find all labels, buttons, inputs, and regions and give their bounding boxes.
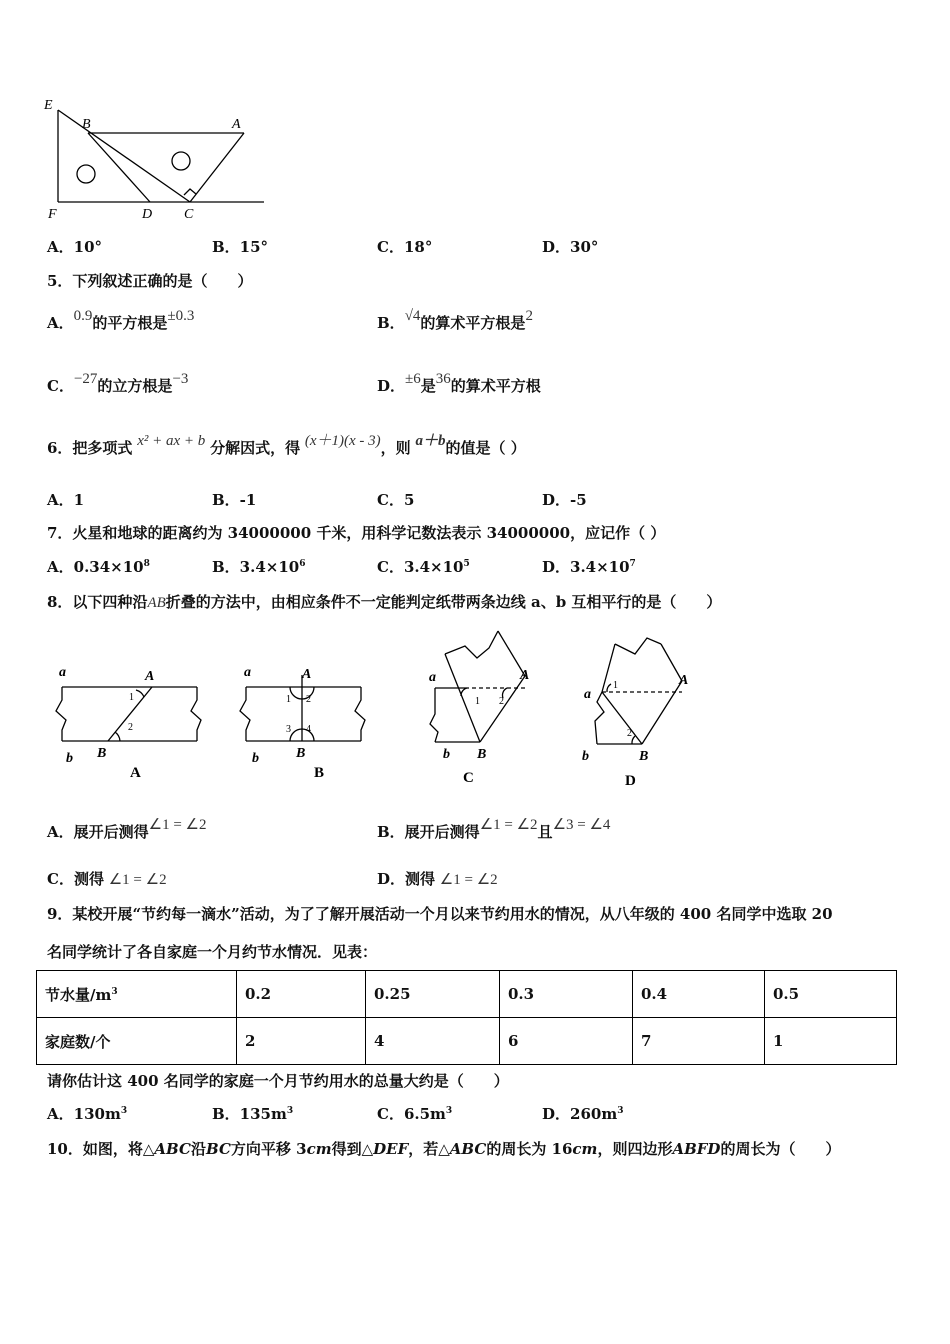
q5-option-c[interactable]: C．−27的立方根是−3 bbox=[47, 371, 189, 395]
svg-text:b: b bbox=[66, 751, 73, 766]
q6-option-d[interactable]: D．-5 bbox=[542, 491, 587, 509]
svg-text:A: A bbox=[145, 669, 155, 684]
svg-text:2: 2 bbox=[306, 694, 311, 705]
svg-text:a: a bbox=[59, 665, 66, 680]
svg-text:2: 2 bbox=[627, 728, 632, 739]
q4-option-a[interactable]: A．10° bbox=[47, 238, 103, 256]
q7-stem: 7．火星和地球的距离约为 34000000 千米，用科学记数法表示 34000000，应记作（ ） bbox=[47, 524, 666, 542]
q6-option-b[interactable]: B．-1 bbox=[212, 491, 257, 509]
q7-option-a[interactable]: A．$0.34\times 10^8$ bbox=[47, 558, 150, 576]
q4-figure bbox=[40, 92, 270, 222]
q8-option-a[interactable]: A．展开后测得∠1 = ∠2 bbox=[47, 817, 207, 841]
table-cell: 0.5 bbox=[765, 971, 897, 1018]
table-cell: 2 bbox=[237, 1018, 366, 1065]
q5-option-b[interactable]: B．√4的算术平方根是2 bbox=[377, 308, 533, 332]
svg-text:1: 1 bbox=[475, 696, 480, 707]
q4-option-d[interactable]: D．30° bbox=[542, 238, 599, 256]
svg-text:B: B bbox=[296, 746, 306, 761]
q8-option-b[interactable]: B．展开后测得∠1 = ∠2且∠3 = ∠4 bbox=[377, 817, 611, 841]
q8-figure-b bbox=[236, 660, 376, 785]
q4-label-C: C bbox=[184, 207, 194, 222]
q9-option-b[interactable]: B．$135m^3$ bbox=[212, 1105, 294, 1123]
q7-option-b[interactable]: B．$3.4\times 10^6$ bbox=[212, 558, 306, 576]
q10-stem: 10．如图，将△ABC沿BC方向平移 3cm得到△DEF，若△ABC的周长为 16cm，则四边形ABFD的周长为（ ） bbox=[47, 1140, 841, 1158]
svg-text:B: B bbox=[314, 765, 325, 781]
q9-stem-line2: 名同学统计了各自家庭一个月约节水情况．见表： bbox=[47, 943, 378, 961]
table-header-cell: 家庭数/个 bbox=[37, 1018, 237, 1065]
svg-text:4: 4 bbox=[306, 724, 311, 735]
svg-text:b: b bbox=[252, 751, 259, 766]
q5-stem: 5．下列叙述正确的是（ ） bbox=[47, 272, 253, 290]
table-header-cell: 节水量$/m^3$ bbox=[37, 971, 237, 1018]
q6-option-c[interactable]: C．5 bbox=[377, 491, 415, 509]
q4-option-c[interactable]: C．18° bbox=[377, 238, 433, 256]
svg-text:1: 1 bbox=[129, 692, 134, 703]
svg-text:D: D bbox=[625, 773, 636, 789]
svg-text:B: B bbox=[639, 749, 649, 764]
q9-option-d[interactable]: D．$260m^3$ bbox=[542, 1105, 624, 1123]
q8-figure-d bbox=[577, 626, 702, 791]
q4-label-A: A bbox=[232, 117, 241, 132]
svg-text:2: 2 bbox=[499, 696, 504, 707]
q9-stem-line1: 9．某校开展“节约每一滴水”活动，为了了解开展活动一个月以来节约用水的情况，从八年级的 400 名同学中选取 20 bbox=[47, 905, 833, 923]
svg-text:B: B bbox=[97, 746, 107, 761]
q8-figure-c bbox=[425, 626, 550, 791]
q6-stem: 6．把多项式 x² + ax + b 分解因式，得 (x＋1)(x - 3)，则 a＋b的值是（ ） bbox=[47, 433, 526, 457]
table-cell: 7 bbox=[633, 1018, 765, 1065]
table-cell: 0.25 bbox=[366, 971, 500, 1018]
table-cell: 1 bbox=[765, 1018, 897, 1065]
q9-table bbox=[36, 970, 897, 1065]
table-row bbox=[37, 971, 897, 1018]
svg-text:a: a bbox=[244, 665, 251, 680]
q5-option-a[interactable]: A．0.9的平方根是±0.3 bbox=[47, 308, 195, 332]
svg-text:b: b bbox=[443, 747, 450, 762]
table-cell: 6 bbox=[500, 1018, 633, 1065]
svg-text:C: C bbox=[463, 770, 474, 786]
table-cell: 4 bbox=[366, 1018, 500, 1065]
table-cell: 0.3 bbox=[500, 971, 633, 1018]
q7-option-c[interactable]: C．$3.4\times 10^5$ bbox=[377, 558, 470, 576]
q4-label-F: F bbox=[48, 207, 57, 222]
q8-figure-a bbox=[52, 660, 217, 785]
svg-text:A: A bbox=[679, 673, 689, 688]
q5-option-d[interactable]: D．±6是36的算术平方根 bbox=[377, 371, 541, 395]
svg-text:A: A bbox=[130, 765, 141, 781]
svg-text:1: 1 bbox=[613, 680, 618, 691]
table-row bbox=[37, 1018, 897, 1065]
q7-option-d[interactable]: D．$3.4\times 10^7$ bbox=[542, 558, 636, 576]
q8-option-c[interactable]: C．测得 ∠1 = ∠2 bbox=[47, 870, 167, 888]
svg-text:a: a bbox=[584, 687, 591, 702]
svg-text:b: b bbox=[582, 749, 589, 764]
svg-text:2: 2 bbox=[128, 722, 133, 733]
table-cell: 0.2 bbox=[237, 971, 366, 1018]
svg-text:B: B bbox=[477, 747, 487, 762]
q4-option-b[interactable]: B．15° bbox=[212, 238, 269, 256]
q4-label-D: D bbox=[142, 207, 153, 222]
table-cell: 0.4 bbox=[633, 971, 765, 1018]
q8-option-d[interactable]: D．测得 ∠1 = ∠2 bbox=[377, 870, 498, 888]
svg-text:a: a bbox=[429, 670, 436, 685]
q6-option-a[interactable]: A．1 bbox=[47, 491, 85, 509]
svg-text:A: A bbox=[520, 668, 530, 683]
q4-label-B: B bbox=[82, 117, 91, 132]
q8-stem: 8．以下四种沿AB折叠的方法中，由相应条件不一定能判定纸带两条边线 a、b 互相平行的是（ ） bbox=[47, 593, 722, 611]
svg-text:1: 1 bbox=[286, 694, 291, 705]
q4-label-E: E bbox=[44, 98, 53, 113]
svg-text:A: A bbox=[302, 667, 312, 682]
svg-text:3: 3 bbox=[286, 724, 291, 735]
q9-option-c[interactable]: C．$6.5m^3$ bbox=[377, 1105, 453, 1123]
q9-option-a[interactable]: A．$130m^3$ bbox=[47, 1105, 128, 1123]
q9-question: 请你估计这 400 名同学的家庭一个月节约用水的总量大约是（ ） bbox=[47, 1072, 509, 1090]
